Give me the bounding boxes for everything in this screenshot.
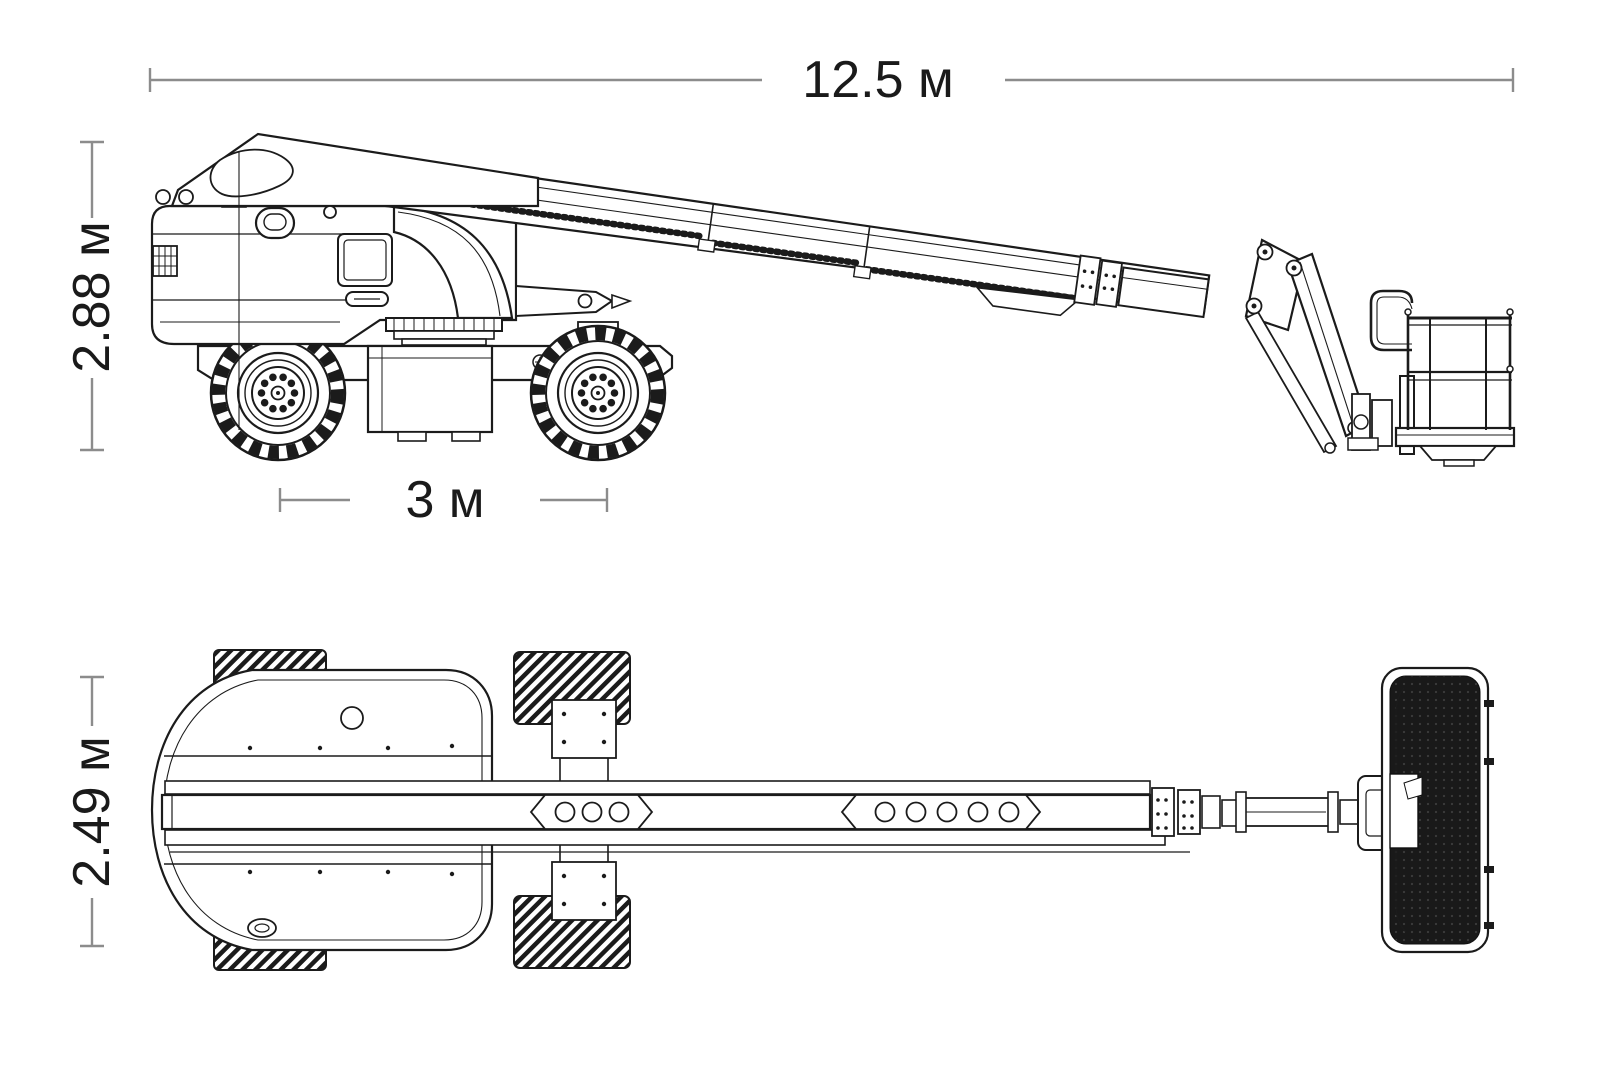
side-view: [63, 51, 1514, 529]
turret-door: [338, 234, 392, 306]
turntable: [386, 318, 502, 345]
side-front-wheel: [531, 326, 665, 460]
basket-entry-gate: [1371, 291, 1412, 350]
side-rear-wheel: [211, 326, 345, 460]
boom-head-top: [1152, 788, 1238, 836]
length-dimension: [150, 51, 1513, 109]
work-platform-top: [1382, 668, 1494, 952]
deck-hole: [341, 707, 363, 729]
height-dimension: [63, 142, 121, 450]
basket-cage: [1405, 309, 1513, 430]
wheelbase-dimension: [280, 471, 607, 529]
top-boom: [162, 781, 1238, 852]
height-dimension-label: 2.88 м: [63, 221, 121, 373]
jib-assembly: [1246, 240, 1368, 453]
width-dimension-label: 2.49 м: [63, 736, 121, 888]
width-dimension: [63, 677, 121, 946]
filler-cap: [248, 919, 276, 937]
length-dimension-label: 12.5 м: [802, 51, 954, 109]
top-view: [63, 650, 1494, 970]
tie-hook: [256, 208, 294, 238]
turret-front-extension: [516, 286, 630, 316]
wheelbase-dimension-label: 3 м: [405, 471, 485, 529]
rear-grille: [153, 246, 177, 276]
boom-tail-section: [156, 134, 538, 218]
top-jib: [1236, 792, 1366, 832]
boom-plate-3-holes: [531, 795, 652, 829]
boom-plate-5-holes: [842, 795, 1040, 829]
